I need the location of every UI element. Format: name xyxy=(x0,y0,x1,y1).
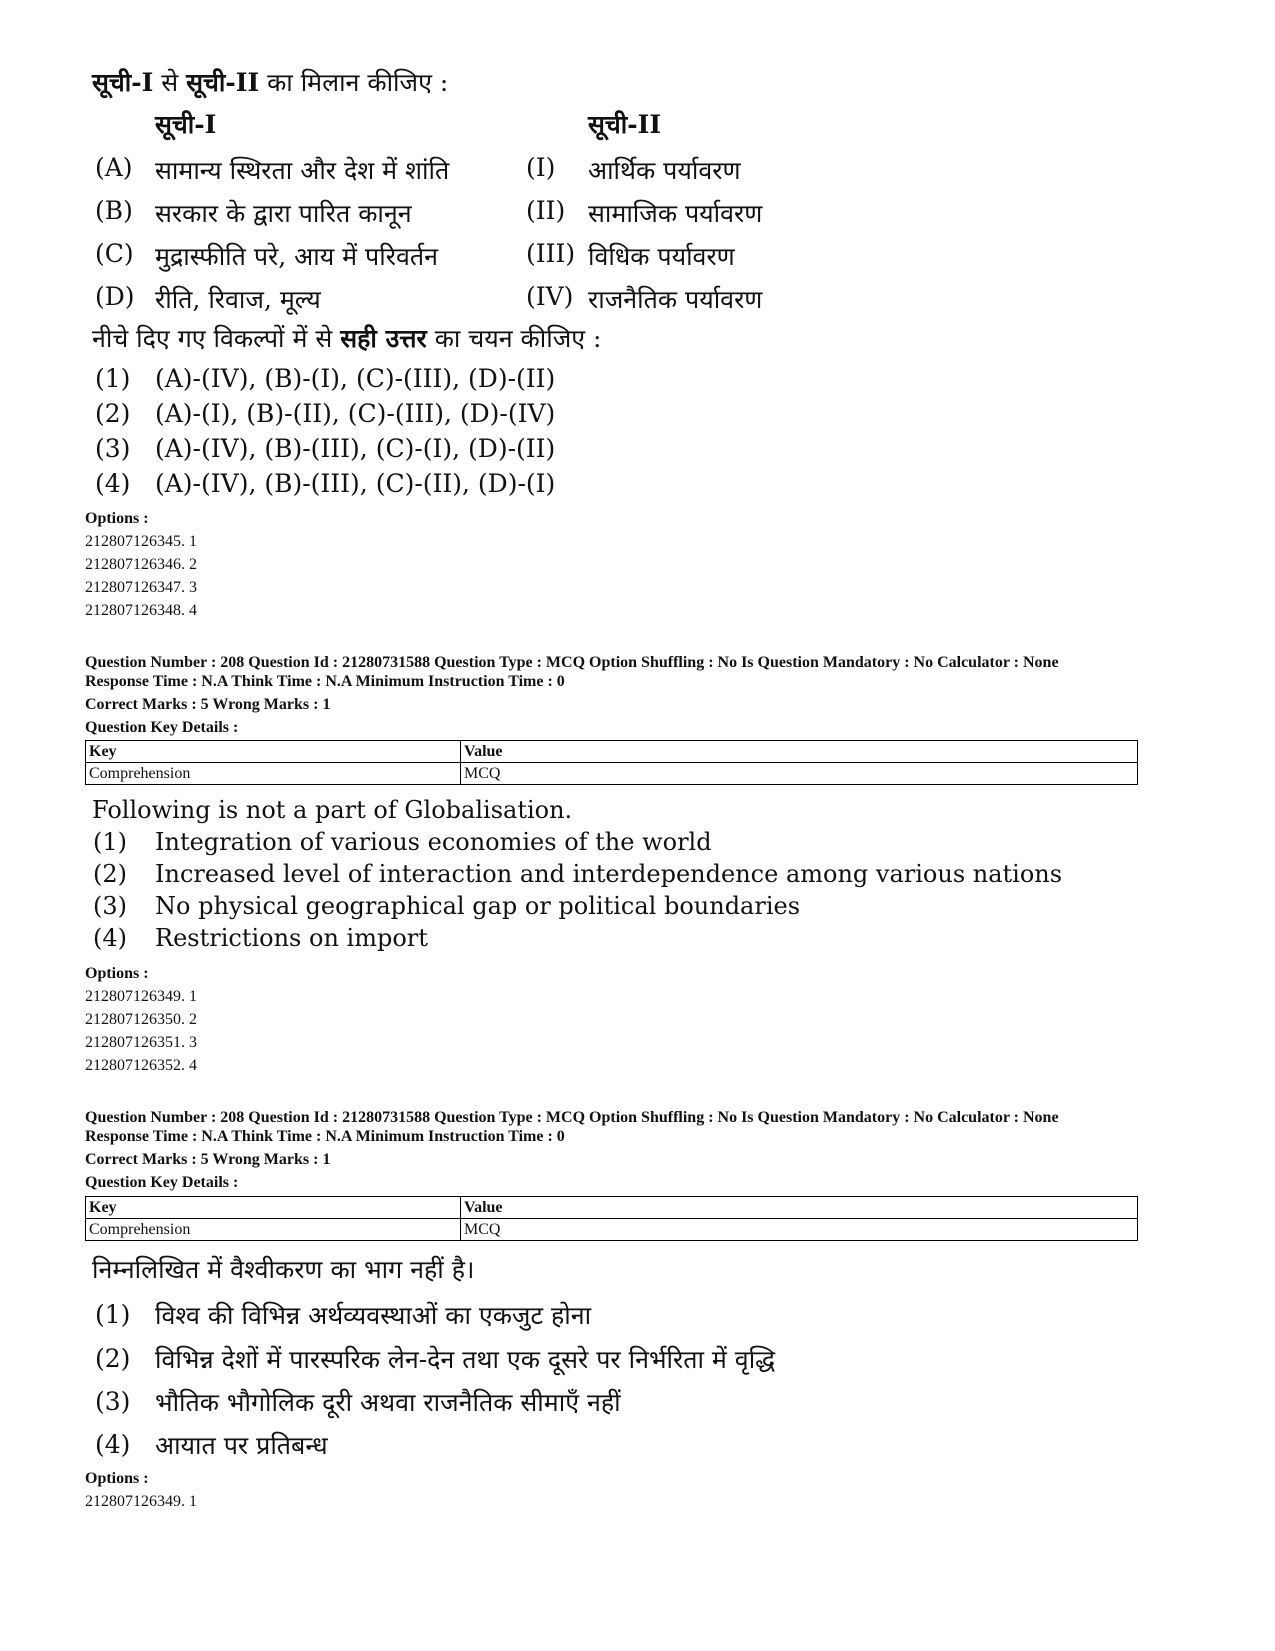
key-details-label: Question Key Details : xyxy=(85,1174,239,1191)
choice-text: (A)-(IV), (B)-(III), (C)-(I), (D)-(II) xyxy=(155,434,556,463)
choice-number: (1) xyxy=(95,364,131,393)
choice-number: (2) xyxy=(93,860,127,888)
choice-text: (A)-(IV), (B)-(I), (C)-(III), (D)-(II) xyxy=(155,364,556,393)
key-details-label: Question Key Details : xyxy=(85,719,239,736)
list1-label: (D) xyxy=(95,282,135,311)
table-row xyxy=(86,1219,1138,1241)
list1-label: (B) xyxy=(95,196,133,225)
choice-number: (2) xyxy=(95,1344,131,1373)
list2-item: विधिक पर्यावरण xyxy=(588,242,735,271)
list1-label: (A) xyxy=(95,153,133,182)
list2-item: आर्थिक पर्यावरण xyxy=(588,156,741,185)
key-cell: Comprehension xyxy=(86,1219,461,1241)
choice-number: (1) xyxy=(95,1300,131,1329)
choice-text: (A)-(IV), (B)-(III), (C)-(II), (D)-(I) xyxy=(155,469,556,498)
list2-label: (III) xyxy=(526,239,576,268)
value-header: Value xyxy=(461,741,1138,763)
choice-text: Integration of various economies of the world xyxy=(155,828,712,856)
question-meta-line2: Response Time : N.A Think Time : N.A Minimum Instruction Time : 0 xyxy=(85,673,565,690)
q3-question: निम्नलिखित में वैश्वीकरण का भाग नहीं है। xyxy=(92,1255,475,1284)
option-id: 212807126349. 1 xyxy=(85,1493,197,1510)
choice-text: आयात पर प्रतिबन्ध xyxy=(155,1431,328,1460)
option-id: 212807126347. 3 xyxy=(85,579,197,596)
key-value-table xyxy=(85,740,1138,785)
options-label: Options : xyxy=(85,965,149,982)
question-meta-line2: Response Time : N.A Think Time : N.A Minimum Instruction Time : 0 xyxy=(85,1128,565,1145)
list2-label: (IV) xyxy=(526,282,574,311)
choice-number: (1) xyxy=(93,828,127,856)
choice-number: (4) xyxy=(95,469,131,498)
options-label: Options : xyxy=(85,1470,149,1487)
list1-item: सामान्य स्थिरता और देश में शांति xyxy=(155,156,450,185)
option-id: 212807126346. 2 xyxy=(85,556,197,573)
choice-number: (3) xyxy=(93,892,127,920)
list2-label: (II) xyxy=(526,196,566,225)
option-id: 212807126345. 1 xyxy=(85,533,197,550)
choice-text: No physical geographical gap or political boundaries xyxy=(155,892,801,920)
choice-number: (3) xyxy=(95,1387,131,1416)
marks-line: Correct Marks : 5 Wrong Marks : 1 xyxy=(85,1151,331,1168)
q2-question: Following is not a part of Globalisation. xyxy=(92,796,573,824)
choice-text: विश्व की विभिन्न अर्थव्यवस्थाओं का एकजुट होना xyxy=(155,1301,592,1330)
list1-item: मुद्रास्फीति परे, आय में परिवर्तन xyxy=(155,242,438,271)
question-meta-line1: Question Number : 208 Question Id : 21280731588 Question Type : MCQ Option Shuffling : No Is Question Mandatory : No Calculator : None xyxy=(85,654,1059,671)
choice-text: (A)-(I), (B)-(II), (C)-(III), (D)-(IV) xyxy=(155,399,556,428)
option-id: 212807126350. 2 xyxy=(85,1011,197,1028)
list2-item: राजनैतिक पर्यावरण xyxy=(588,285,763,314)
list1-item: रीति, रिवाज, मूल्य xyxy=(155,285,321,314)
list1-item: सरकार के द्वारा पारित कानून xyxy=(155,199,412,228)
list1-header: सूची-I xyxy=(155,110,217,139)
marks-line: Correct Marks : 5 Wrong Marks : 1 xyxy=(85,696,331,713)
choice-text: विभिन्न देशों में पारस्परिक लेन-देन तथा एक दूसरे पर निर्भरिता में वृद्धि xyxy=(155,1345,776,1374)
list2-item: सामाजिक पर्यावरण xyxy=(588,199,763,228)
choice-text: Restrictions on import xyxy=(155,924,428,952)
table-row xyxy=(86,1197,1138,1219)
option-id: 212807126352. 4 xyxy=(85,1057,197,1074)
list2-header: सूची-II xyxy=(588,110,662,139)
question-meta-line1: Question Number : 208 Question Id : 21280731588 Question Type : MCQ Option Shuffling : No Is Question Mandatory : No Calculator : None xyxy=(85,1109,1059,1126)
choice-text: भौतिक भौगोलिक दूरी अथवा राजनैतिक सीमाएँ नहीं xyxy=(155,1388,621,1417)
list1-label: (C) xyxy=(95,239,134,268)
key-cell: Comprehension xyxy=(86,763,461,785)
choice-text: Increased level of interaction and interdependence among various nations xyxy=(155,860,1063,888)
q1-instruction: नीचे दिए गए विकल्पों में से सही उत्तर का चयन कीजिए : xyxy=(92,324,602,353)
option-id: 212807126348. 4 xyxy=(85,602,197,619)
key-value-table xyxy=(85,1196,1138,1241)
option-id: 212807126351. 3 xyxy=(85,1034,197,1051)
value-cell: MCQ xyxy=(461,1219,1138,1241)
option-id: 212807126349. 1 xyxy=(85,988,197,1005)
key-header: Key xyxy=(86,1197,461,1219)
choice-number: (4) xyxy=(95,1430,131,1459)
options-label: Options : xyxy=(85,510,149,527)
list2-label: (I) xyxy=(526,153,556,182)
value-cell: MCQ xyxy=(461,763,1138,785)
value-header: Value xyxy=(461,1197,1138,1219)
choice-number: (3) xyxy=(95,434,131,463)
table-row xyxy=(86,763,1138,785)
table-row xyxy=(86,741,1138,763)
choice-number: (4) xyxy=(93,924,127,952)
key-header: Key xyxy=(86,741,461,763)
q1-title: सूची-I से सूची-II का मिलान कीजिए : xyxy=(92,68,449,97)
choice-number: (2) xyxy=(95,399,131,428)
